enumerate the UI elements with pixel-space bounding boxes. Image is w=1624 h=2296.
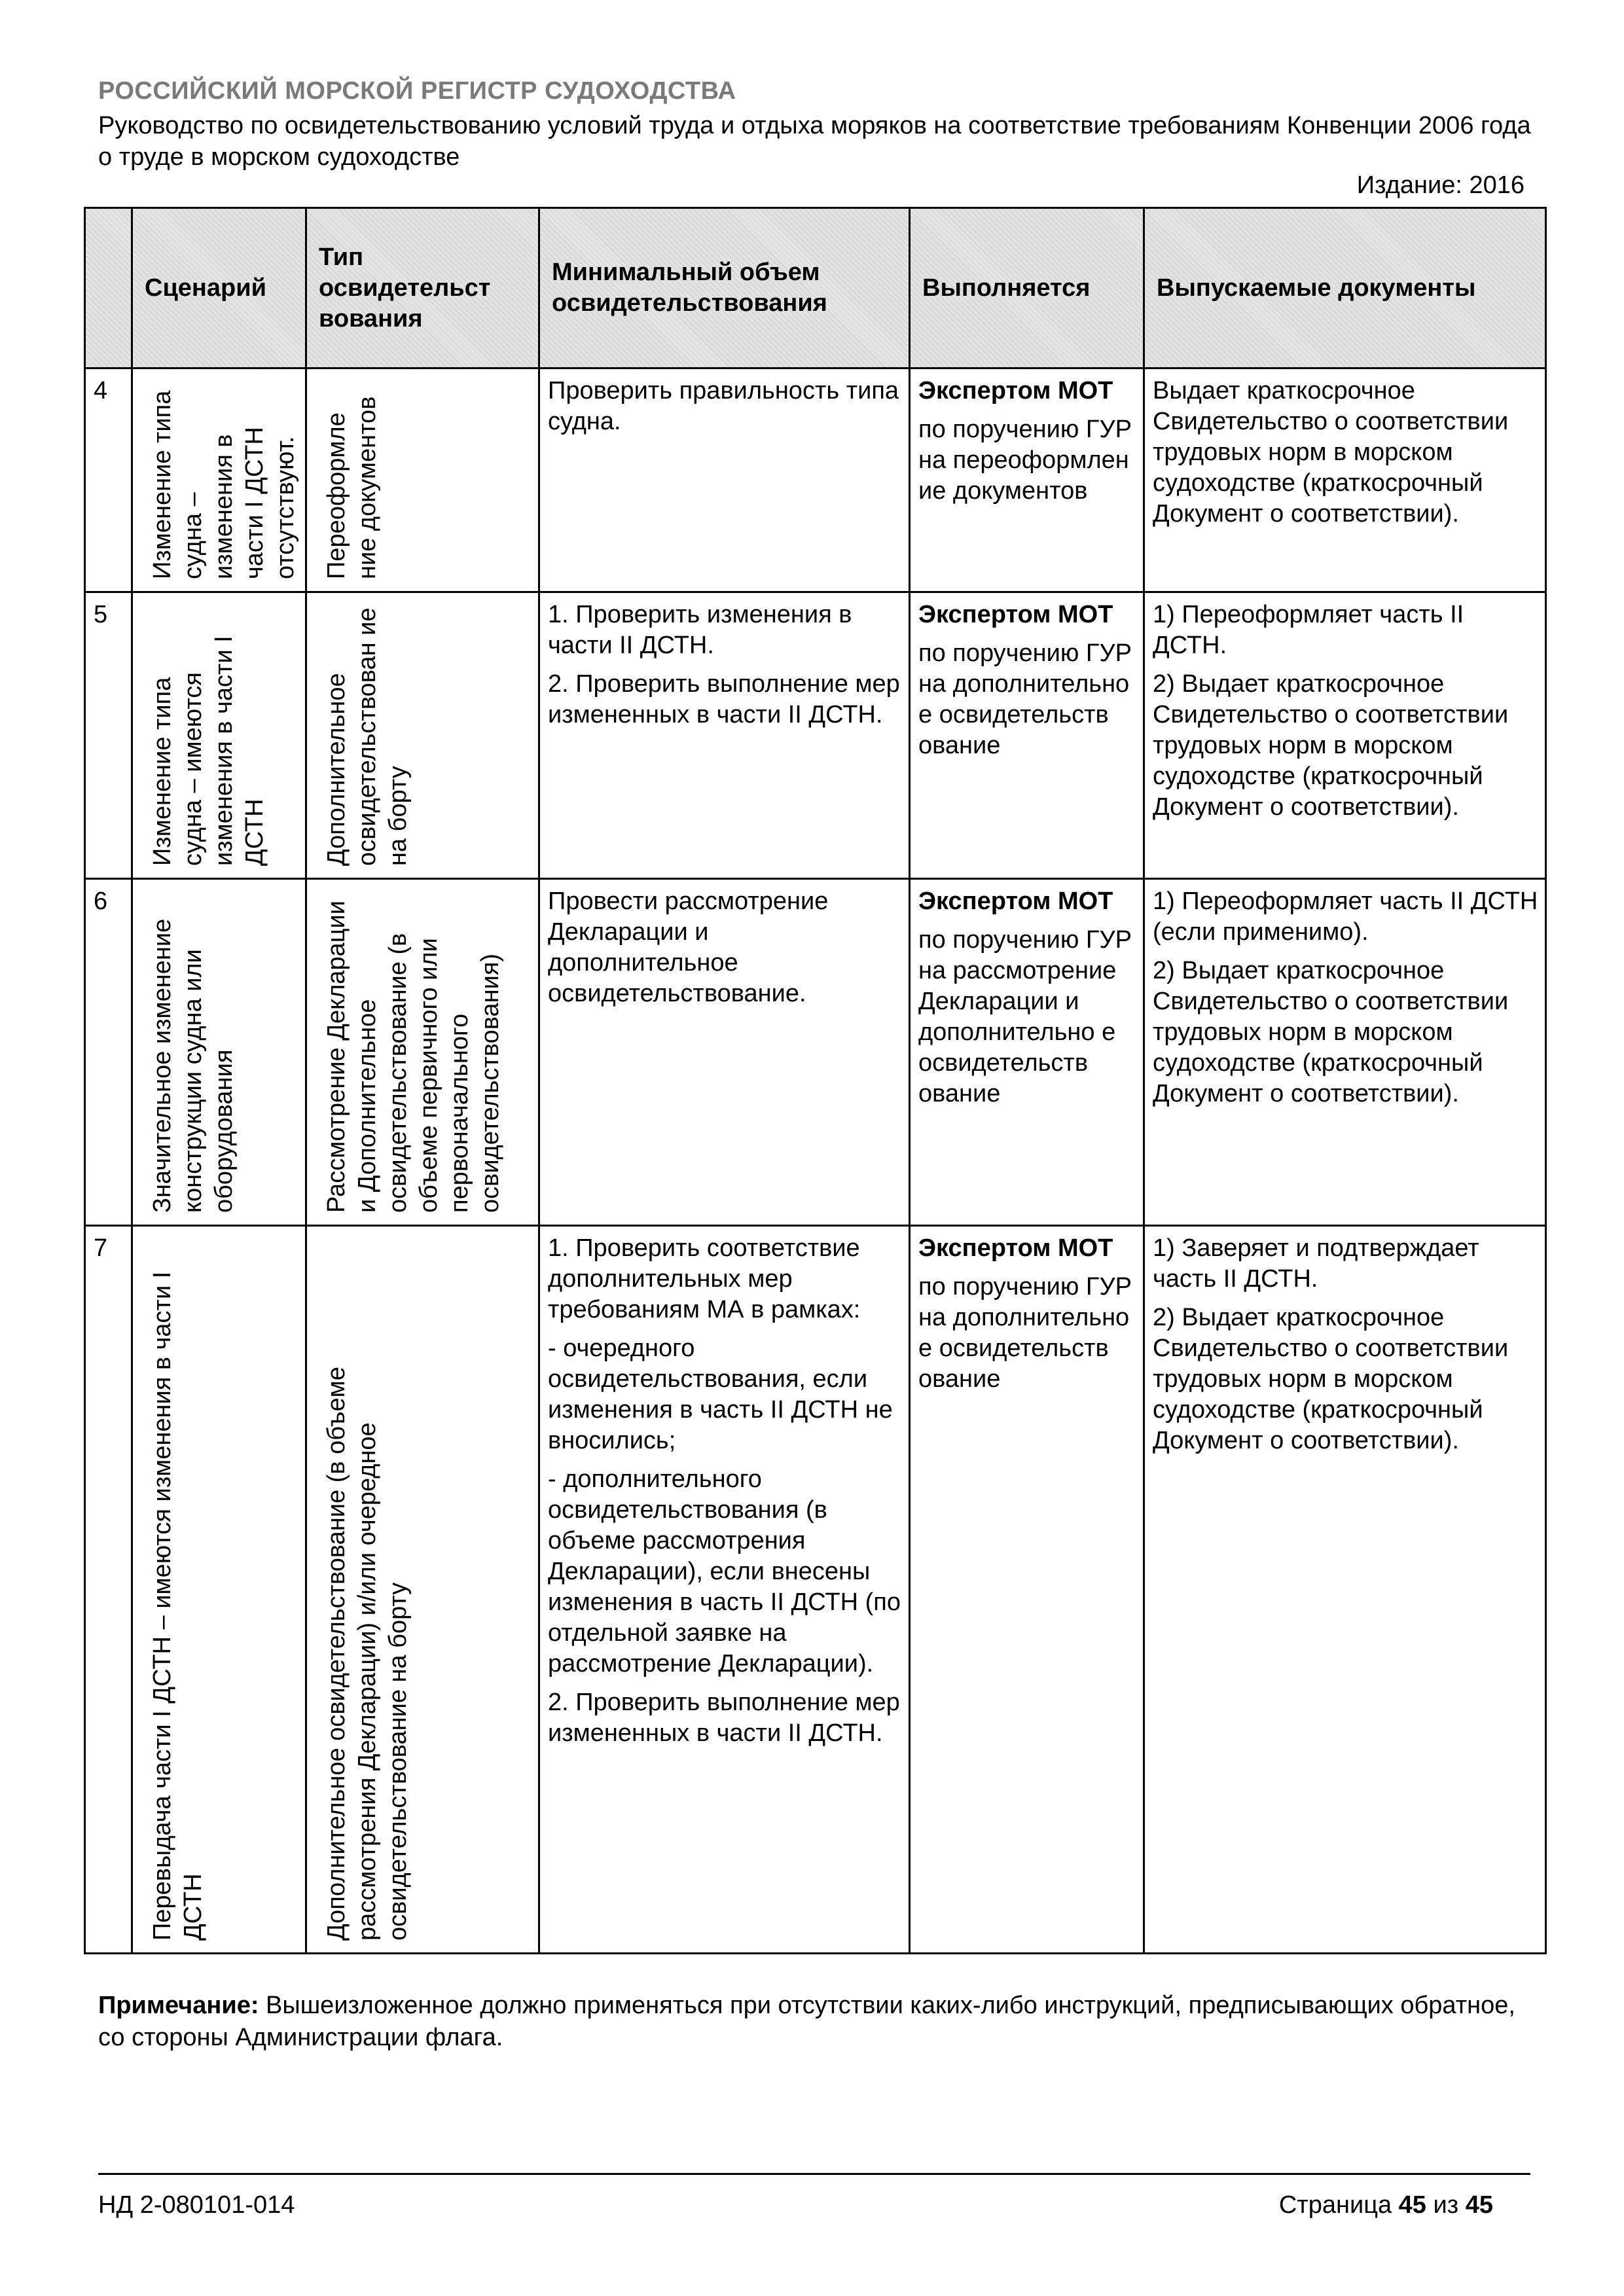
scope-cell <box>539 879 910 1226</box>
performer-cell <box>910 592 1144 879</box>
scope-paragraph: 1. Проверить соответствие дополнительных мер требованиям МА в рамках: <box>548 1234 861 1323</box>
scope-cell <box>539 592 910 879</box>
survey-type-text: Рассмотрение Декларации и Дополнительное освидетельствование (в объеме первичного или первоначального освидетельствования) <box>323 901 504 1213</box>
document-code: НД 2-080101-014 <box>98 2191 295 2219</box>
survey-type-cell <box>306 1226 539 1954</box>
performer-text: по поручению ГУР на рассмотрение Декларации и дополнительно е освидетельств ование <box>918 926 1132 1107</box>
page-separator: из <box>1426 2191 1466 2219</box>
page-total: 45 <box>1465 2191 1493 2219</box>
documents-paragraph: 2) Выдает краткосрочное Свидетельство о соответствии трудовых норм в морском судоходстве (краткосрочный Документ о соответствии). <box>1153 670 1509 821</box>
survey-type-text: Переоформле ние документов <box>323 396 381 579</box>
performer-title: Экспертом МОТ <box>918 888 1113 915</box>
scope-paragraph: Провести рассмотрение Декларации и дополнительное освидетельствование. <box>548 888 829 1007</box>
footer-divider <box>98 2173 1530 2175</box>
scope-paragraph: - очередного освидетельствования, если изменения в часть II ДСТН не вносились; <box>548 1335 893 1454</box>
table-header-row <box>85 208 1546 368</box>
documents-cell <box>1144 1226 1546 1954</box>
performer-text: по поручению ГУР на переоформлен ие документов <box>918 416 1132 505</box>
table-row <box>85 1226 1546 1954</box>
scope-paragraph: - дополнительного освидетельствования (в объеме рассмотрения Декларации), если внесены изменения в часть II ДСТН (по отдельной заявке на рассмотрение Декларации). <box>548 1465 901 1677</box>
scenario-text: Значительное изменение конструкции судна или оборудования <box>149 918 238 1213</box>
scope-paragraph: Проверить правильность типа судна. <box>548 377 899 435</box>
page-current: 45 <box>1398 2191 1426 2219</box>
organization-name: РОССИЙСКИЙ МОРСКОЙ РЕГИСТР СУДОХОДСТВА <box>98 77 736 105</box>
survey-type-text: Дополнительное освидетельствован ие на борту <box>323 607 412 866</box>
performer-title: Экспертом МОТ <box>918 1234 1113 1262</box>
column-header-performer: Выполняется <box>910 208 1144 368</box>
performer-text: по поручению ГУР на дополнительно е освидетельств ование <box>918 1273 1132 1393</box>
table-row <box>85 368 1546 592</box>
documents-paragraph: 1) Заверяет и подтверждает часть II ДСТН. <box>1153 1234 1479 1293</box>
survey-type-text: Дополнительное освидетельствование (в объеме рассмотрения Декларации) и/или очередное освидетельствование на борту <box>323 1367 412 1941</box>
page-number <box>1279 2191 1493 2219</box>
scope-paragraph: 2. Проверить выполнение мер измененных в части II ДСТН. <box>548 670 900 728</box>
row-number: 4 <box>85 368 132 592</box>
edition-label: Издание: 2016 <box>1356 171 1525 199</box>
note-text: Вышеизложенное должно применяться при отсутствии каких-либо инструкций, предписывающих обратное, со стороны Администрации флага. <box>98 1992 1515 2051</box>
documents-cell <box>1144 879 1546 1226</box>
performer-text: по поручению ГУР на дополнительно е освидетельств ование <box>918 639 1132 759</box>
scenario-text: Изменение типа судна – имеются изменения в части I ДСТН <box>149 636 268 866</box>
documents-paragraph: 1) Переоформляет часть II ДСТН. <box>1153 601 1464 659</box>
scope-cell <box>539 368 910 592</box>
column-header-survey-type: Тип освидетельст вования <box>306 208 539 368</box>
column-header-number <box>85 208 132 368</box>
documents-paragraph: 1) Переоформляет часть II ДСТН (если применимо). <box>1153 888 1538 946</box>
column-header-scope: Минимальный объем освидетельствования <box>539 208 910 368</box>
document-subtitle: Руководство по освидетельствованию условий труда и отдыха моряков на соответствие требованиям Конвенции 2006 года о труде в морском судоходстве <box>98 112 1531 171</box>
survey-type-cell <box>306 879 539 1226</box>
performer-title: Экспертом МОТ <box>918 377 1113 404</box>
documents-paragraph: Выдает краткосрочное Свидетельство о соответствии трудовых норм в морском судоходстве (краткосрочный Документ о соответствии). <box>1153 377 1509 528</box>
documents-cell <box>1144 368 1546 592</box>
note <box>98 1990 1538 2054</box>
performer-cell <box>910 1226 1144 1954</box>
survey-scenarios-table <box>84 207 1547 1954</box>
page-prefix: Страница <box>1278 2191 1399 2219</box>
performer-title: Экспертом МОТ <box>918 601 1113 628</box>
survey-type-cell <box>306 592 539 879</box>
performer-cell <box>910 368 1144 592</box>
documents-paragraph: 2) Выдает краткосрочное Свидетельство о соответствии трудовых норм в морском судоходстве (краткосрочный Документ о соответствии). <box>1153 957 1509 1107</box>
scenario-text: Изменение типа судна – изменения в части I ДСТН отсутствуют. <box>149 390 299 579</box>
column-header-scenario: Сценарий <box>132 208 306 368</box>
scope-paragraph: 2. Проверить выполнение мер измененных в части II ДСТН. <box>548 1689 900 1747</box>
table-row <box>85 879 1546 1226</box>
documents-paragraph: 2) Выдает краткосрочное Свидетельство о соответствии трудовых норм в морском судоходстве (краткосрочный Документ о соответствии). <box>1153 1304 1509 1454</box>
scenario-cell <box>132 592 306 879</box>
table-row <box>85 592 1546 879</box>
scenario-cell <box>132 879 306 1226</box>
scope-paragraph: 1. Проверить изменения в части II ДСТН. <box>548 601 852 659</box>
documents-cell <box>1144 592 1546 879</box>
survey-type-cell <box>306 368 539 592</box>
row-number: 7 <box>85 1226 132 1954</box>
row-number: 6 <box>85 879 132 1226</box>
scenario-cell <box>132 1226 306 1954</box>
scenario-cell <box>132 368 306 592</box>
scenario-text: Перевыдача части I ДСТН – имеются изменения в части I ДСТН <box>149 1271 207 1941</box>
column-header-documents: Выпускаемые документы <box>1144 208 1546 368</box>
row-number: 5 <box>85 592 132 879</box>
note-label: Примечание: <box>98 1992 259 2019</box>
scope-cell <box>539 1226 910 1954</box>
performer-cell <box>910 879 1144 1226</box>
